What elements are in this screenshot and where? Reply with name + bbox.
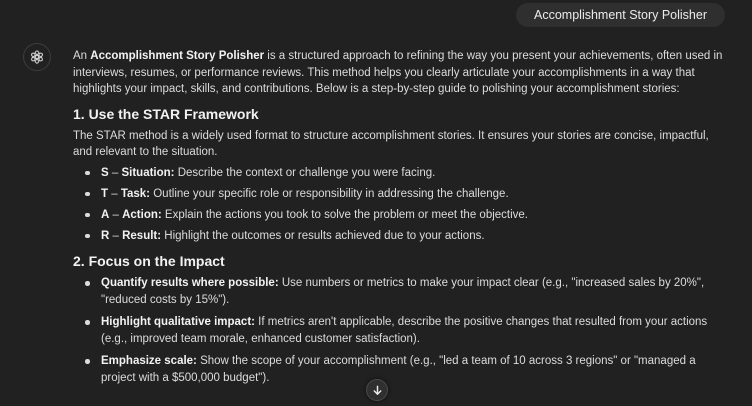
list-item: R – Result: Highlight the outcomes or results achieved due to your actions. [73, 228, 723, 245]
star-list [73, 165, 723, 245]
section-heading-impact: 2. Focus on the Impact [73, 253, 225, 269]
list-item: T – Task: Outline your specific role or responsibility in addressing the challenge. [73, 186, 723, 203]
intro-paragraph: An Accomplishment Story Polisher is a structured approach to refining the way you present your achievements, often used in interviews, resumes, or performance reviews. This method helps you clearly articulate your accomplishments in a way that highlights your impact, skills, and contributions. Below is a step-by-step guide to polishing your accomplishment stories: [73, 50, 723, 95]
list-item: Emphasize scale: Show the scope of your accomplishment (e.g., "led a team of 10 across 3 regions" or "managed a project with a $500,000 budget"). [73, 353, 723, 386]
openai-logo-icon [29, 49, 45, 65]
assistant-message [73, 48, 723, 392]
star-description: The STAR method is a widely used format to structure accomplishment stories. It ensures your stories are concise, impactful, and relevant to the situation. [73, 129, 709, 158]
list-item: A – Action: Explain the actions you took to solve the problem or meet the objective. [73, 207, 723, 224]
list-item: Quantify results where possible: Use numbers or metrics to make your impact clear (e.g., "increased sales by 20%", "reduced costs by 15%"). [73, 275, 723, 308]
impact-list [73, 275, 723, 386]
user-message-bubble: Accomplishment Story Polisher [516, 3, 725, 27]
section-heading-star: 1. Use the STAR Framework [73, 105, 259, 122]
scroll-to-bottom-button[interactable] [366, 379, 388, 401]
list-item: S – Situation: Describe the context or challenge you were facing. [73, 165, 723, 182]
arrow-down-icon [372, 385, 383, 396]
list-item: Highlight qualitative impact: If metrics aren't applicable, describe the positive changes that resulted from your actions (e.g., improved team morale, enhanced customer satisfaction). [73, 314, 723, 347]
assistant-avatar [23, 43, 51, 71]
